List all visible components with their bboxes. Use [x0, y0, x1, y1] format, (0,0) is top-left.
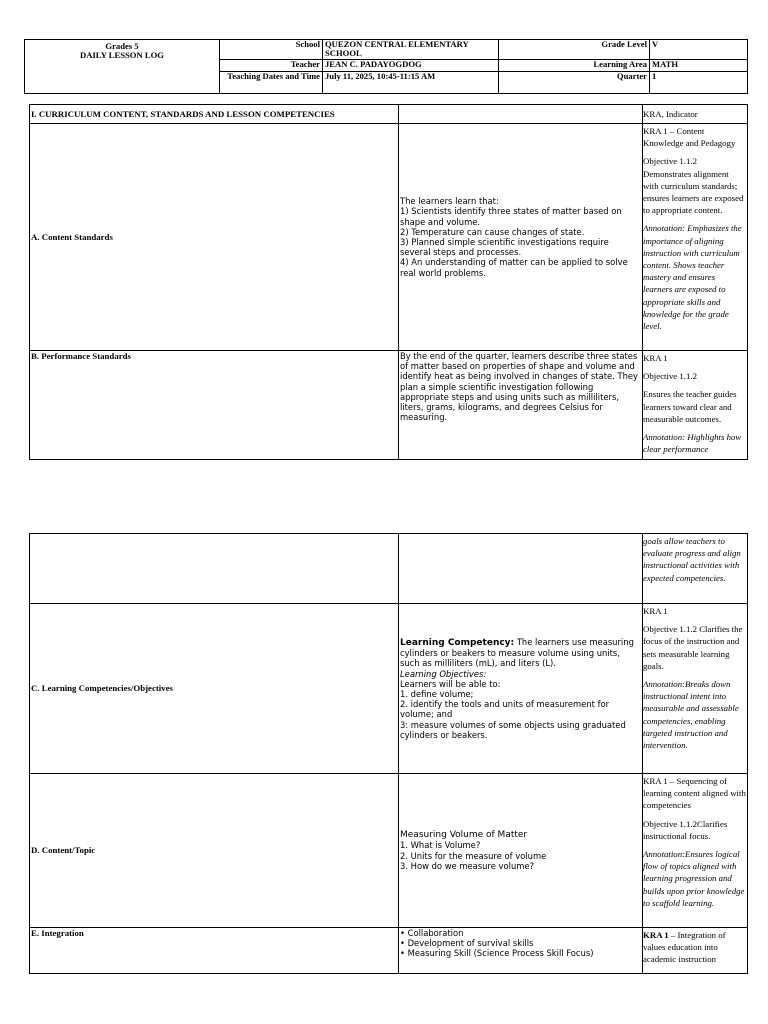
annotation-text-continued: goals allow teachers to evaluate progress and align instructional activities with expected competencies.	[643, 536, 741, 583]
annotation-text: Annotation: Highlights how clear performance	[643, 432, 742, 455]
teacher-value: JEAN C. PADAYOGDOG	[323, 60, 499, 72]
curriculum-table-page-1	[29, 104, 748, 460]
kra-text: KRA 1 – Content Knowledge and Pedagogy	[643, 126, 736, 149]
section-heading-blank	[399, 105, 643, 124]
integration-kra	[643, 928, 748, 974]
kra-indicator-header: KRA, Indicator	[643, 105, 748, 124]
learning-competency-heading: Learning Competency:	[400, 637, 515, 648]
log-title-cell	[25, 40, 220, 94]
competencies-kra	[643, 604, 748, 774]
content-standards-line: 3) Planned simple scientific investigations require several steps and processes.	[400, 237, 609, 258]
grade-level-value: V	[650, 40, 748, 60]
learning-competency	[400, 637, 641, 669]
quarter-label: Quarter	[499, 72, 650, 94]
kra-text: KRA 1	[643, 353, 668, 363]
annotation-text: Annotation:Ensures logical flow of topics aligned with learning progression and builds upon prior knowledge to scaffold learning.	[643, 849, 745, 908]
learning-area-label: Learning Area	[499, 60, 650, 72]
section-heading: I. CURRICULUM CONTENT, STANDARDS AND LESSON COMPETENCIES	[30, 105, 399, 124]
objective-detail-text: Ensures the teacher guides learners toward clear and measurable outcomes.	[643, 389, 737, 424]
objective-text: Objective 1.1.2 Clarifies the focus of the instruction and sets measurable learning goals.	[643, 624, 743, 671]
topic-line: 1. What is Volume?	[400, 840, 481, 851]
integration-label: E. Integration	[30, 928, 399, 974]
performance-standards-kra-continued	[643, 534, 748, 604]
objective-line: Learners will be able to:	[400, 678, 501, 689]
school-label: School	[220, 40, 323, 60]
topic-title: Measuring Volume of Matter	[400, 830, 528, 841]
content-standards-text	[399, 124, 643, 351]
kra-text: KRA 1 – Sequencing of learning content aligned with competencies	[643, 776, 746, 811]
content-topic-kra	[643, 774, 748, 928]
kra-heading: KRA 1	[643, 930, 669, 940]
integration-text	[399, 928, 643, 974]
continued-text-blank	[399, 534, 643, 604]
objective-text: Objective 1.1.2Clarifies instructional focus.	[643, 818, 728, 841]
content-standards-label: A. Content Standards	[30, 124, 399, 351]
teaching-dates-label: Teaching Dates and Time	[220, 72, 323, 94]
objective-line: 1. define volume;	[400, 689, 474, 699]
objective-text: Objective 1.1.2	[643, 371, 697, 382]
content-standards-line: 2) Temperature can cause changes of state.	[400, 226, 585, 237]
integration-item: • Measuring Skill (Science Process Skill Focus)	[400, 948, 594, 959]
kra-text: KRA 1	[643, 606, 668, 616]
kra-text: – Integration of values education into academic instruction	[643, 930, 726, 965]
content-standards-kra	[643, 124, 748, 351]
lesson-log-header-table	[24, 39, 748, 94]
performance-standards-text: By the end of the quarter, learners describe three states of matter based on properties of shape and volume and identify heat as being involved in changes of state. They plan a simple scientific investigation following appropriate steps and using units such as milliliters, liters, grams, kilograms, and degrees Celsius for measuring.	[399, 351, 643, 460]
annotation-text: Annotation:Breaks down instructional intent into measurable and assessable competencies, enabling targeted instruction and intervention.	[643, 679, 739, 751]
learning-objectives-heading: Learning Objectives:	[400, 668, 487, 679]
topic-line: 2. Units for the measure of volume	[400, 850, 547, 861]
integration-item: • Collaboration	[400, 928, 464, 938]
performance-standards-kra	[643, 351, 748, 460]
grade-level-label: Grade Level	[499, 40, 650, 60]
performance-standards-label: B. Performance Standards	[30, 351, 399, 460]
school-value: QUEZON CENTRAL ELEMENTARY SCHOOL	[323, 40, 499, 60]
annotation-text: Annotation: Emphasizes the importance of aligning instruction with curriculum content. Shows teacher mastery and ensures learners are exposed to appropriate skills and knowledge for the grade level.	[643, 223, 742, 332]
learning-competency-text: The learners use measuring cylinders or beakers to measure volume using units, such as milliliters (mL), and liters (L).	[400, 636, 634, 669]
objective-text: Objective 1.1.2 Demonstrates alignment with curriculum standards; ensures learners are exposed to appropriate content.	[643, 156, 744, 216]
log-title: DAILY LESSON LOG	[80, 50, 164, 61]
content-topic-label: D. Content/Topic	[30, 774, 399, 928]
learning-area-value: MATH	[650, 60, 748, 72]
teaching-dates-value: July 11, 2025, 10:45-11:15 AM	[323, 72, 499, 94]
content-standards-line: The learners learn that:	[400, 196, 499, 207]
topic-line: 3. How do we measure volume?	[400, 860, 535, 871]
grade-title: Grades 5	[105, 41, 139, 51]
competencies-label: C. Learning Competencies/Objectives	[30, 604, 399, 774]
content-topic-text	[399, 774, 643, 928]
curriculum-table-page-2	[29, 533, 748, 974]
competencies-text	[399, 604, 643, 774]
quarter-value: 1	[650, 72, 748, 94]
content-standards-line: 1) Scientists identify three states of matter based on shape and volume.	[400, 206, 622, 227]
continued-label-blank	[30, 534, 399, 604]
objective-line: 2. identify the tools and units of measurement for volume; and	[400, 699, 610, 720]
teacher-label: Teacher	[220, 60, 323, 72]
objective-line: 3: measure volumes of some objects using graduated cylinders or beakers.	[400, 719, 626, 740]
content-standards-line: 4) An understanding of matter can be applied to solve real world problems.	[400, 257, 628, 278]
integration-item: • Development of survival skills	[400, 938, 534, 949]
